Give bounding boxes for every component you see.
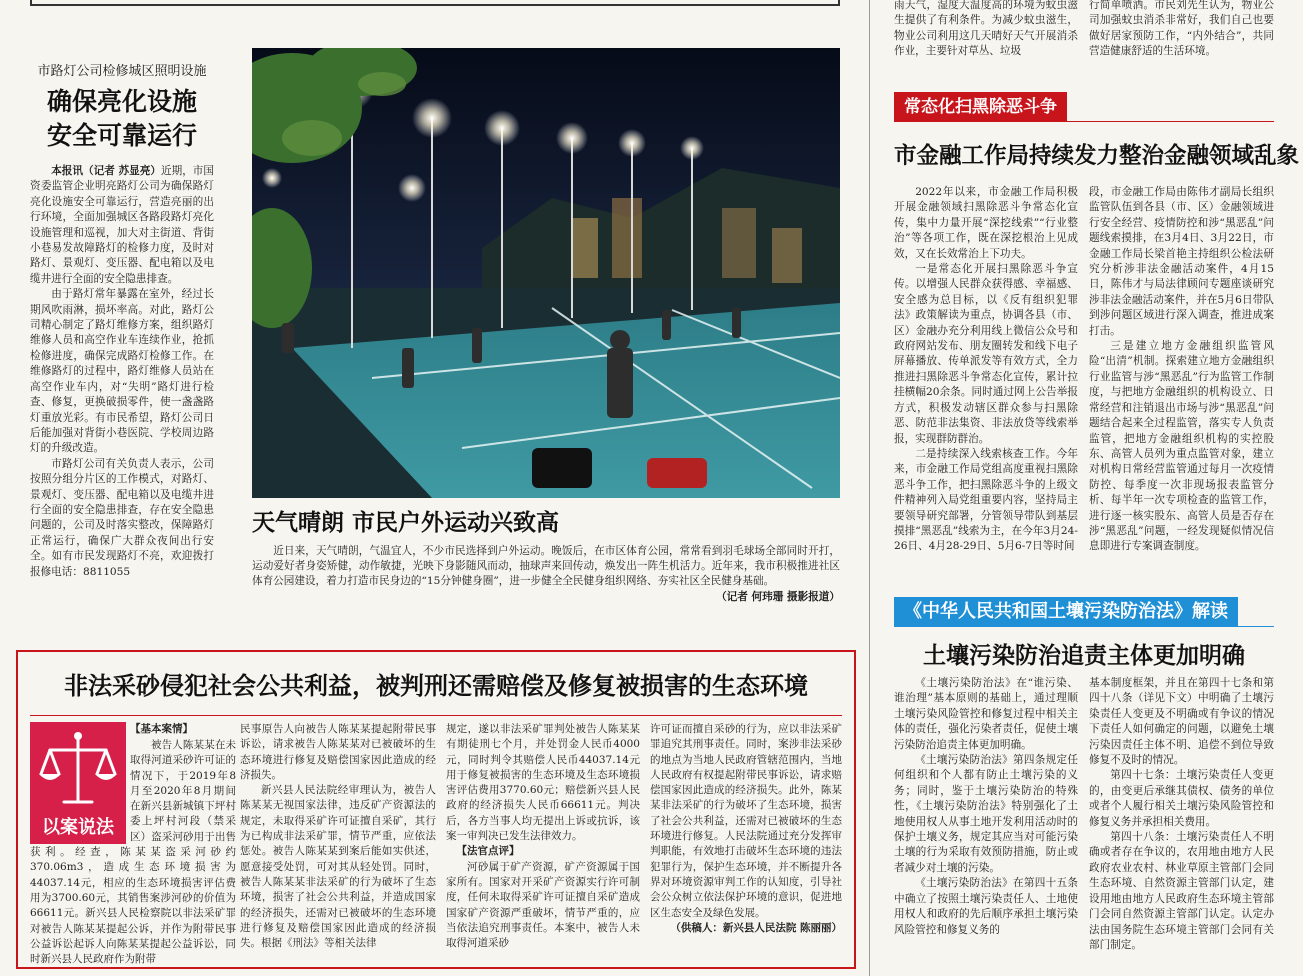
case-headline-rule (30, 715, 842, 716)
finance-col1-p3: 二是持续深入线索核查工作。今年来，市金融工作局党组高度重视扫黑除恶斗争工作，把扫黑除恶斗争的上级文件精神列入局党组重要内容，坚持局主要领导研究部署，分管领导带队到基层摸排“黑恶乱”线索为主，在今年3月24-26日、4月28-29日、5月6-7日等时间 (894, 447, 1078, 553)
case-col3 (446, 722, 640, 951)
photo-caption (252, 544, 840, 590)
finance-col2-p1: 段，市金融工作局由陈伟才副局长组织监管队伍到各县（市、区）金融领域进行安全经营、疫情防控和涉“黑恶乱”问题线索摸排，在3月4日、3月22日，市金融工作局长梁首艳主持组织公检法研究分析涉非法金融活动案件，4月15日，陈伟才与局法律顾问专题座谈研究涉非法金融活动案件，并在5月6日带队到涉问题区域进行深入调查，推进成案打击。 (1089, 186, 1274, 337)
case-logo-label: 以案说法 (42, 817, 114, 838)
case-c3: 规定，遂以非法采矿罪判处被告人陈某某有期徒刑七个月，并处罚金人民币4000元，同时判令其赔偿人民币44037.14元用于修复被损害的生态环境及生态环境损害评估费用3770.60元；赔偿新兴县人民政府的经济损失人民币66611元。判决后，各方当事人均无提出上诉或抗诉，该案一审判决已发生法律效力。 (446, 723, 640, 843)
left-p3: 市路灯公司有关负责人表示，公司按照分组分片区的工作模式，对路灯、景观灯、变压器、配电箱以及电缆井进行全面的安全隐患排查，存在安全隐患问题的，公司及时落实整改，保障路灯正常运行，确保广大群众夜间出行安全。如有市民发现路灯不亮，欢迎拨打报修电话：8811055 (30, 457, 214, 578)
badminton-court-photo (252, 48, 840, 498)
column-divider (869, 0, 870, 976)
soil-col2-p1: 基本制度框架，并且在第四十七条和第四十八条（详见下文）中明确了土壤污染责任人变更及不明确或有争议的情况下责任人如何确定的问题，以避免土壤污染因责任主体不明、追偿不到位导致修复不及时的情况。 (1089, 677, 1274, 767)
finance-col2-p2: 三是建立地方金融组织监管风险“出清”机制。探索建立地方金融组织行业监管与涉“黑恶乱”行为监管工作制度，与把地方金融组织的机构设立、日常经营和注销退出市场与涉“黑恶乱”问题结合起来全过程监管，落实专人负责监管，把地方金融组织机构的实控股东、高管人员列为重点监管对象，建立对机构日常经营监管通过每月一次疫情防控、每季度一次非现场报表监管分析、每半年一次专项检查的监管工作，进行逐一核实股东、高管人员是否存在涉“黑恶乱”问题，一经发现疑似情况信息即进行专案调查制度。 (1089, 340, 1274, 553)
case-comment-label: 【法官点评】 (456, 845, 520, 858)
finance-col2 (1089, 185, 1274, 555)
finance-headline: 市金融工作局持续发力整治金融领域乱象 (894, 143, 1300, 169)
right-top-col1-text: 雨天气，湿度大温度高的环境为蚊虫滋生提供了有利条件。为减少蚊虫滋生，物业公司利用这几天晴好天气开展消杀作业，主要针对草丛、垃圾 (894, 0, 1078, 58)
right-top-col1 (894, 0, 1078, 60)
case-basic-label: 【基本案情】 (130, 723, 193, 735)
photo-headline: 天气晴朗 市民户外运动兴致高 (252, 510, 560, 536)
soil-col1-p3: 《土壤污染防治法》在第四十五条中确立了按照土壤污染责任人、土地使用权人和政府的先后顺序承担土壤污染风险管控和修复义务的 (894, 877, 1078, 936)
case-col4 (650, 722, 842, 936)
left-story (30, 62, 214, 580)
photo-story (252, 506, 840, 605)
soil-col1 (894, 676, 1078, 938)
finance-tag-rule (894, 121, 1274, 122)
case-col2 (240, 722, 436, 951)
finance-col1-p2: 一是常态化开展扫黑除恶斗争宣传。以增强人民群众获得感、幸福感、安全感为总目标，以《反有组织犯罪法》政策解读为重点，协调各县（市、区）金融办充分利用线上微信公众号和政府网站发布、朋友圈转发和线下电子屏幕播放、传单派发等有效方式，全力推进扫黑除恶斗争常态化宣传，累计拉挂横幅20余条。同时通过网上公告举报方式，积极发动辖区群众参与扫黑除恶、防范非法集资、非法放贷等线索举报，实现群防群治。 (894, 263, 1078, 445)
photo-caption-text: 近日来，天气晴朗，气温宜人，不少市民选择到户外运动。晚饭后，在市区体育公园，常常看到羽毛球场全部同时开打，运动爱好者身姿矫健，动作敏捷，光映下身影随风而动，抽球声来回传动，焕发出一阵生机活力。近年来，我市积极推进社区体育公园建设，着力打造市民身边的“15分钟健身圈”，进一步健全全民健身组织网络、夯实社区全民健身基础。 (252, 545, 840, 588)
left-headline-1: 确保亮化设施 (46, 87, 197, 116)
case-c2-p2: 新兴县人民法院经审理认为，被告人陈某某无视国家法律，违反矿产资源法的规定，未取得采矿许可证擅自采矿，其行为已构成非法采矿罪，情节严重，应依法惩处。被告人陈某某到案后能如实供述，愿意接受处罚，可对其从轻处罚。同时，被告人陈某某非法采矿的行为破坏了生态环境，损害了社会公共利益，并造成国家的经济损失，还需对已被破坏的生态环境进行修复及赔偿国家因此造成的经济损失。根据《刑法》等相关法律 (240, 784, 436, 950)
case-c2: 民事原告人向被告人陈某某提起附带民事诉讼，请求被告人陈某某对已被破坏的生态环境进行修复及赔偿国家因此造成的经济损失。 (240, 723, 436, 781)
right-top-col2 (1089, 0, 1274, 60)
soil-col2-p3: 第四十八条：土壤污染责任人不明确或者存在争议的，农用地由地方人民政府农业农村、林业草原主管部门会同生态环境、自然资源主管部门认定，建设用地由地方人民政府生态环境主管部门会同自然资源主管部门认定。认定办法由国务院生态环境主管部门会同有关部门制定。 (1089, 831, 1274, 951)
case-box (16, 650, 856, 969)
soil-col1-p2: 《土壤污染防治法》第四条规定任何组织和个人都有防止土壤污染的义务；同时，鉴于土壤污染防治的特殊性，《土壤污染防治法》特别强化了土地使用权人从事土地开发利用活动时的保护土壤义务，规定其应当对可能污染土壤的行为采取有效预防措施，防止或者减少对土壤的污染。 (894, 754, 1078, 874)
left-body (30, 164, 214, 580)
right-top-col2-text: 行简单喷洒。市民刘先生认为，物业公司加强蚊虫消杀非常好，我们自己也要做好居家预防工作，“内外结合”，共同营造健康舒适的生活环境。 (1089, 0, 1274, 58)
case-col1 (130, 722, 236, 737)
case-col1-body (30, 738, 236, 967)
soil-col1-p1: 《土壤污染防治法》在“谁污染、谁治理”基本原则的基础上，通过理顺土壤污染风险管控和修复过程中相关主体的责任，强化污染者责任，促使土壤污染防治追责主体更加明确。 (894, 677, 1078, 751)
soil-col2-p2: 第四十七条：土壤污染责任人变更的，由变更后承继其债权、债务的单位或者个人履行相关土壤污染风险管控和修复义务并承担相关费用。 (1089, 769, 1274, 828)
left-p2: 由于路灯常年暴露在室外，经过长期风吹雨淋，损坏率高。对此，路灯公司精心制定了路灯维修方案，组织路灯维修人员和高空作业车连续作业，抢抓检修进度，确保完成路灯检修工作。在维修路灯的过程中，路灯维修人员站在高空作业车内，对“失明”路灯进行检查、修复，更换破损零件，使一盏盏路灯重放光彩。有市民希望，路灯公司日后能加强对背街小巷医院、学校周边路灯的升级改造。 (30, 288, 214, 455)
soil-tag-rule (894, 626, 1274, 627)
left-kicker: 市路灯公司检修城区照明设施 (37, 64, 207, 79)
finance-col1 (894, 185, 1078, 555)
finance-section-tag: 常态化扫黑除恶斗争 (894, 92, 1067, 122)
photo-illustration (252, 48, 840, 498)
photo-credit: （记者 何玮珊 摄影报道） (716, 590, 840, 603)
case-c4: 许可证而擅自采砂的行为，应以非法采矿罪追究其刑事责任。同时，案涉非法采砂的地点为当地人民政府管辖范围内，当地人民政府有权提起附带民事诉讼，请求赔偿国家因此造成的经济损失。此外，陈某某非法采矿的行为破坏了生态环境，损害了社会公共利益，还需对已被破坏的生态环境进行修复。人民法院通过充分发挥审判职能，有效地打击破坏生态环境的违法犯罪行为，保护生态环境，并不断提升各界对环境资源审判工作的认知度，引导社会公众树立依法保护环境的意识，促进地区生态安全及绿色发展。 (650, 723, 842, 919)
soil-col2 (1089, 676, 1274, 953)
left-headline-2: 安全可靠运行 (46, 121, 197, 150)
finance-col1-p1: 2022年以来，市金融工作局积极开展金融领域扫黑除恶斗争常态化宣传，集中力量开展“深挖线索”“行业整治”等各项工作，既在深挖根治上见成效，又在长效常治上下功夫。 (894, 186, 1078, 260)
top-frame (30, 0, 840, 6)
left-byline: 本报讯（记者 苏显亮） (51, 165, 161, 177)
case-credit: （供稿人：新兴县人民法院 陈丽丽） (670, 921, 842, 934)
case-headline: 非法采砂侵犯社会公共利益，被判刑还需赔偿及修复被损害的生态环境 (64, 672, 808, 700)
soil-section-tag: 《中华人民共和国土壤污染防治法》解读 (894, 597, 1238, 627)
case-c3-p2: 河砂属于矿产资源，矿产资源属于国家所有。国家对开采矿产资源实行许可制度，任何未取得采矿许可证擅自采矿造成国家矿产资源严重破坏，情节严重的，应当依法追究刑事责任。本案中，被告人未取得河道采砂 (446, 860, 640, 950)
case-c1: 被告人陈某某在未取得河道采砂许可证的情况下，于2019年8月至2020年8月期间在新兴县新城镇下坪村委上坪村河段（禁采区）盗采河砂用于出售获利。经查，陈某某盗采河砂约370.06m3，造成生态环境损害为44037.14元，相应的生态环境损害评估费用为3700.60元，其销售案涉河砂的价值为66611元。新兴县人民检察院以非法采矿罪对被告人陈某某提起公诉，并作为附带民事公益诉讼起诉人向陈某某提起公益诉讼，同时新兴县人民政府作为附带 (30, 739, 236, 966)
soil-headline: 土壤污染防治追责主体更加明确 (923, 643, 1245, 669)
left-p1: 近期，市国资委监管企业明亮路灯公司为确保路灯亮化设施安全可靠运行，营造亮丽的出行环境，全面加强城区各路段路灯亮化设施管理和巡视，加大对主街道、背街小巷易发故障路灯的检修力度，及时对路灯、景观灯、变压器、配电箱以及电缆井进行全面的安全隐患排查。 (30, 165, 215, 285)
